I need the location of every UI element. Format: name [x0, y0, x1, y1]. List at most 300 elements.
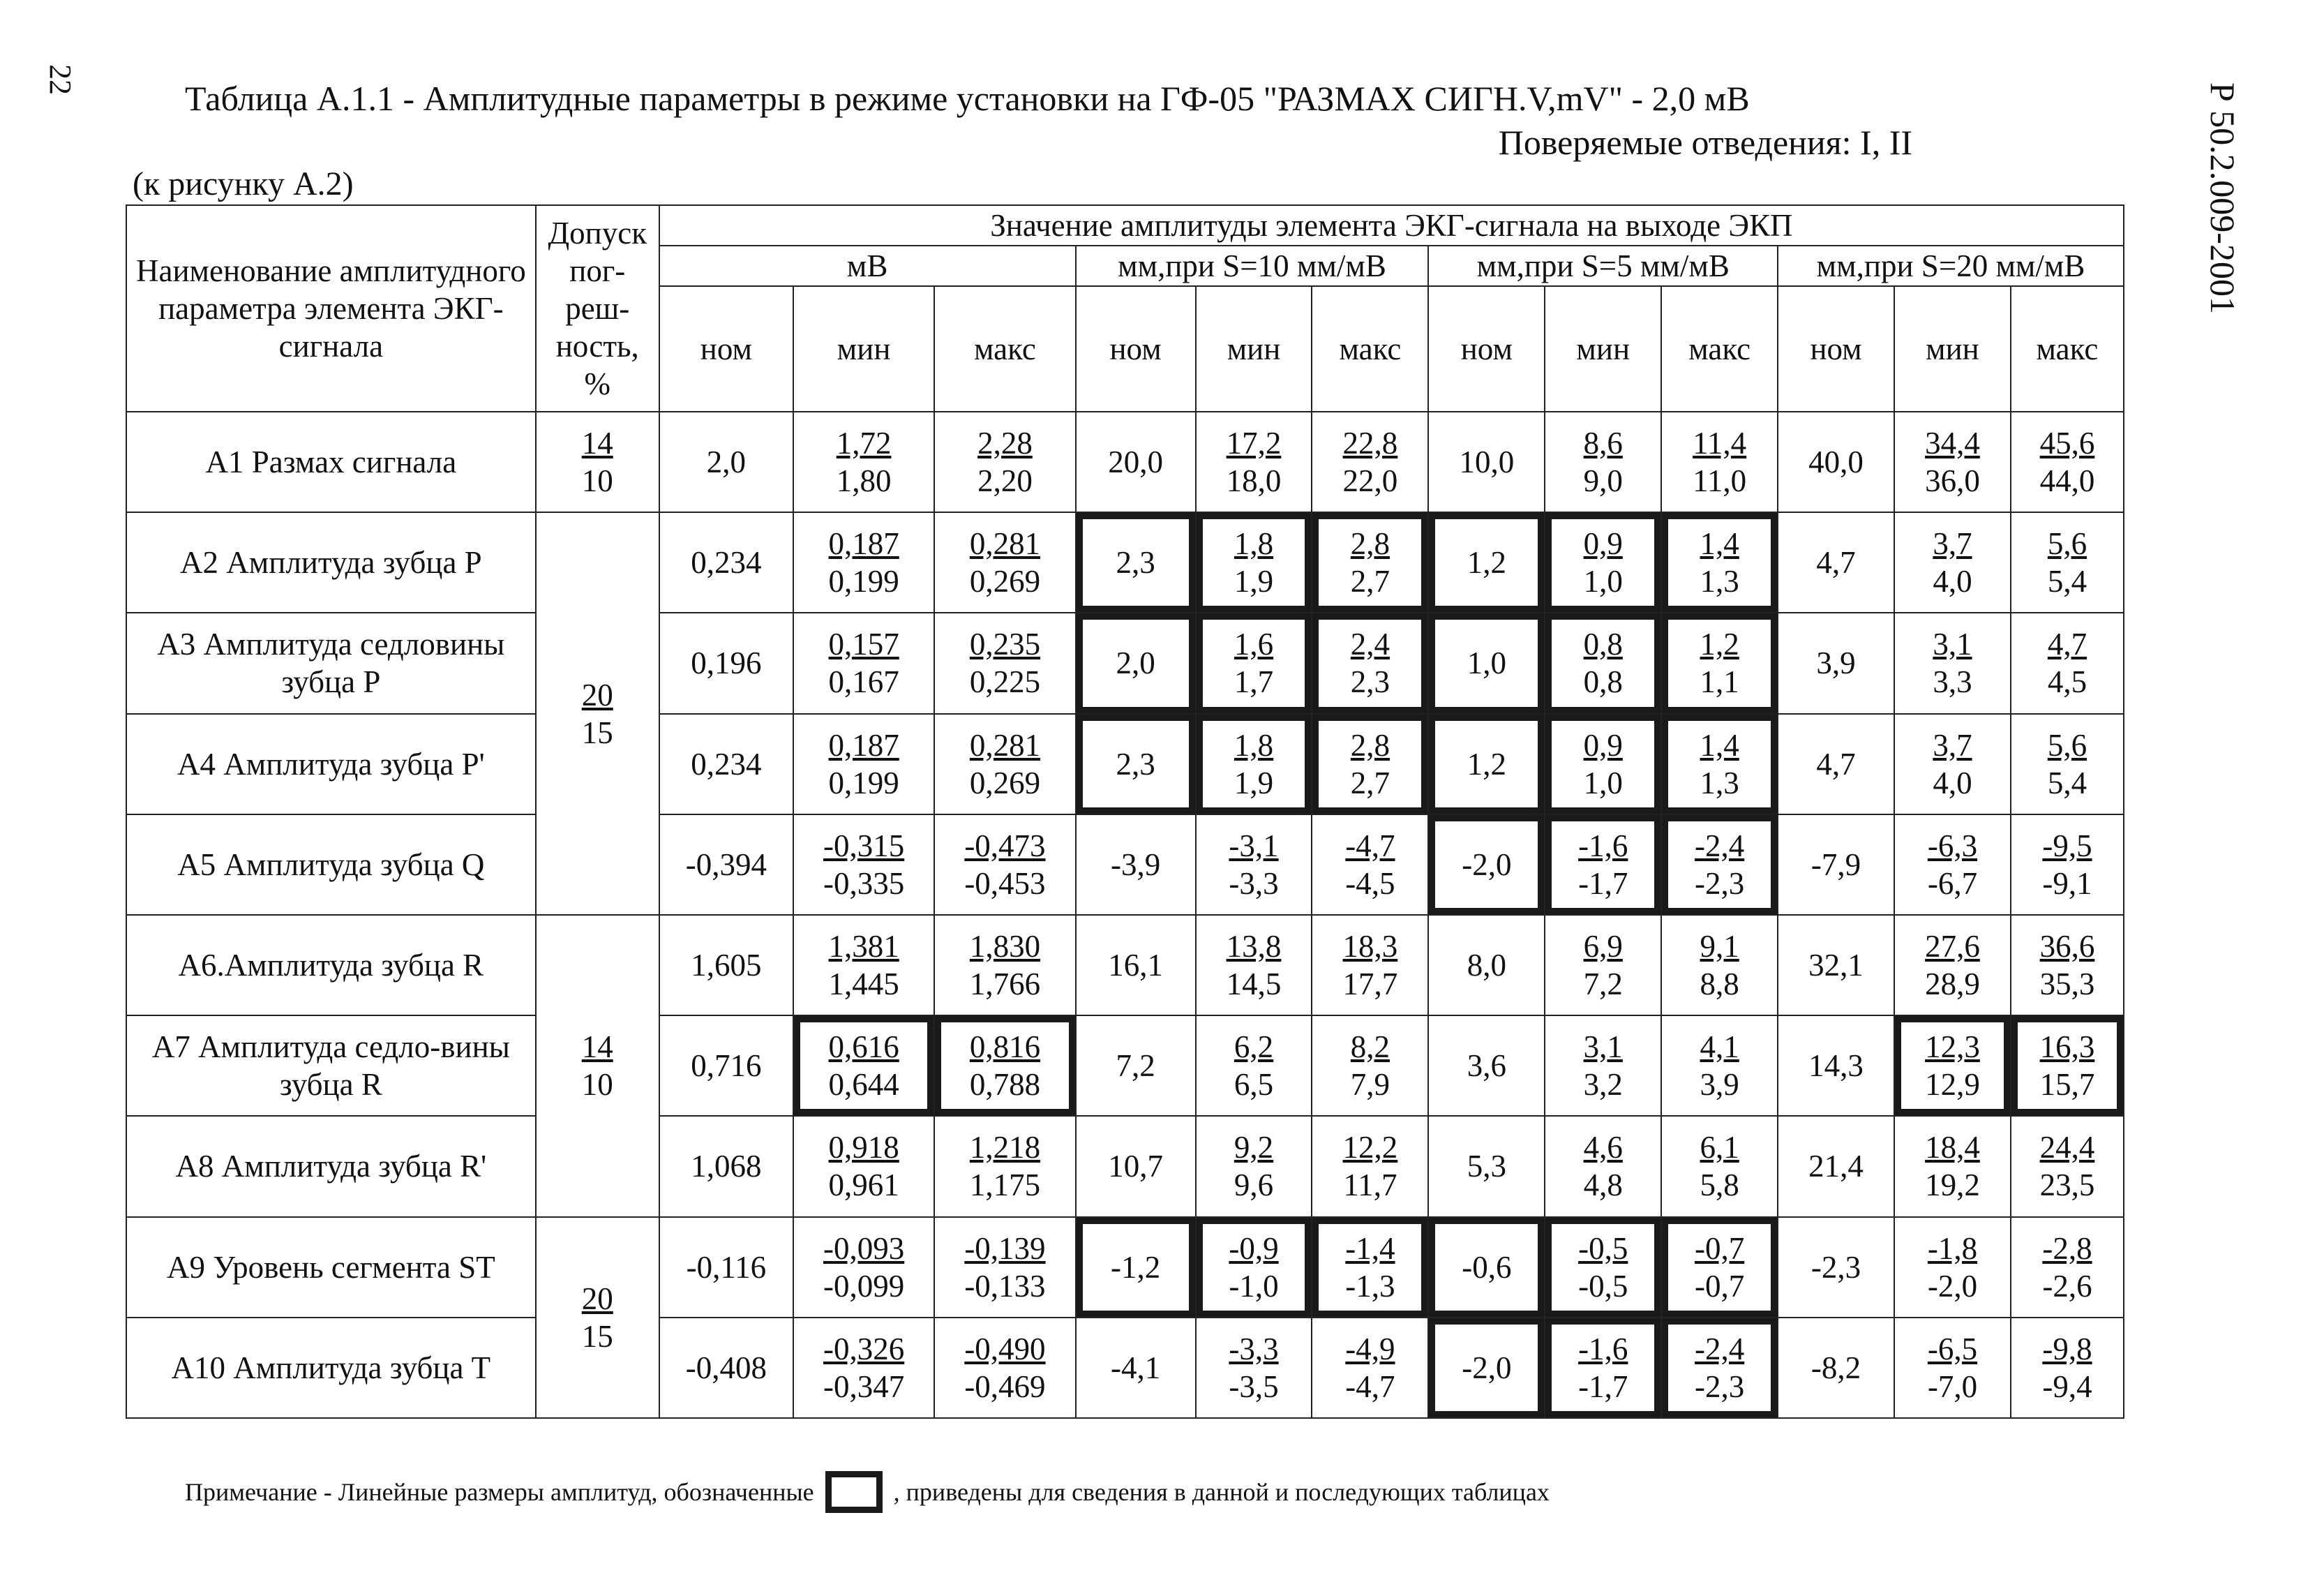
value-upper: 6,9: [1583, 929, 1623, 964]
param-name: А7 Амплитуда седло-вины зубца R: [126, 1015, 536, 1116]
value-upper: 0,8: [1583, 627, 1623, 662]
header-unit-s20: мм,при S=20 мм/мВ: [1778, 246, 2124, 286]
value-min: [1894, 1318, 2011, 1418]
value-upper: -0,473: [964, 828, 1046, 863]
value-upper: -0,9: [1229, 1230, 1279, 1266]
value-max: [1661, 1116, 1778, 1216]
value-lower: 7,2: [1583, 967, 1623, 1002]
tolerance-lower: 15: [581, 715, 613, 750]
value-nom: 0,716: [659, 1015, 793, 1116]
value-upper: 6,2: [1234, 1029, 1274, 1065]
value-lower: 2,20: [977, 463, 1033, 499]
value-max: [934, 1015, 1075, 1116]
value-upper: -9,8: [2042, 1331, 2092, 1366]
value-min: [1196, 412, 1312, 512]
value-upper: 13,8: [1226, 929, 1282, 964]
value-lower: 1,3: [1700, 765, 1739, 800]
value-lower: -0,099: [823, 1268, 905, 1304]
header-col-mv-min: мин: [793, 286, 934, 412]
value-upper: 18,3: [1342, 929, 1398, 964]
value-lower: -0,453: [964, 865, 1046, 901]
value-upper: 1,2: [1700, 627, 1739, 662]
value-lower: 8,8: [1700, 967, 1739, 1002]
value-upper: -0,139: [964, 1230, 1046, 1266]
bold-frame-legend-icon: [825, 1471, 883, 1513]
value-max: [934, 1116, 1075, 1216]
value-lower: 4,5: [2047, 664, 2087, 700]
param-name: А10 Амплитуда зубца Т: [126, 1318, 536, 1418]
value-min: [1196, 1116, 1312, 1216]
value-nom: 1,2: [1428, 512, 1545, 613]
table-subtitle: Поверяемые отведения: I, II: [1498, 123, 1912, 162]
header-col-s20-max: макс: [2011, 286, 2124, 412]
param-name: А2 Амплитуда зубца Р: [126, 512, 536, 613]
value-max: [1661, 613, 1778, 713]
value-lower: 0,788: [969, 1067, 1041, 1103]
value-upper: 24,4: [2039, 1130, 2095, 1165]
value-upper: -0,490: [964, 1331, 1046, 1366]
value-lower: 1,0: [1583, 765, 1623, 800]
header-param-name: Наименование амплитудного параметра элемента ЭКГ-сигнала: [126, 205, 536, 412]
value-min: [1545, 1015, 1661, 1116]
value-lower: 1,445: [828, 967, 899, 1002]
value-min: [793, 412, 934, 512]
header-col-s5-nom: ном: [1428, 286, 1545, 412]
header-col-s20-nom: ном: [1778, 286, 1894, 412]
value-lower: 7,9: [1350, 1067, 1390, 1103]
value-lower: 6,5: [1234, 1067, 1274, 1103]
value-max: [1661, 1217, 1778, 1318]
value-nom: 40,0: [1778, 412, 1894, 512]
value-upper: 2,8: [1350, 727, 1390, 763]
note-text-before: Примечание - Линейные размеры амплитуд, обозначенные: [185, 1478, 814, 1506]
table-row: [126, 1217, 2124, 1318]
header-col-s5-min: мин: [1545, 286, 1661, 412]
value-upper: 6,1: [1700, 1130, 1739, 1165]
value-upper: 0,918: [828, 1130, 899, 1165]
value-lower: 28,9: [1925, 967, 1980, 1002]
value-upper: -2,4: [1695, 828, 1745, 863]
value-max: [1661, 714, 1778, 814]
value-lower: 1,80: [836, 463, 892, 499]
param-name: А6.Амплитуда зубца R: [126, 915, 536, 1015]
tolerance-cell: [536, 915, 659, 1217]
value-lower: 1,0: [1583, 564, 1623, 599]
value-upper: -6,5: [1927, 1331, 1978, 1366]
value-min: [793, 1015, 934, 1116]
value-upper: 12,2: [1342, 1130, 1398, 1165]
value-lower: 1,175: [969, 1168, 1041, 1203]
value-lower: 1,9: [1234, 564, 1274, 599]
value-lower: 1,3: [1700, 564, 1739, 599]
value-upper: -4,9: [1345, 1331, 1395, 1366]
value-lower: -2,6: [2042, 1268, 2092, 1304]
param-name: А5 Амплитуда зубца Q: [126, 814, 536, 915]
value-max: [2011, 613, 2124, 713]
header-col-mv-nom: ном: [659, 286, 793, 412]
value-max: [2011, 814, 2124, 915]
value-lower: -3,5: [1229, 1368, 1279, 1404]
header-unit-s10: мм,при S=10 мм/мВ: [1076, 246, 1429, 286]
value-min: [793, 915, 934, 1015]
header-unit-s5: мм,при S=5 мм/мВ: [1428, 246, 1778, 286]
value-nom: -0,6: [1428, 1217, 1545, 1318]
header-col-s10-min: мин: [1196, 286, 1312, 412]
value-nom: 7,2: [1076, 1015, 1196, 1116]
value-upper: -2,8: [2042, 1230, 2092, 1266]
header-col-s5-max: макс: [1661, 286, 1778, 412]
tolerance-lower: 10: [581, 463, 613, 499]
value-min: [1196, 512, 1312, 613]
value-upper: -1,4: [1345, 1230, 1395, 1266]
tolerance-upper: 20: [581, 677, 613, 713]
value-min: [793, 613, 934, 713]
tolerance-upper: 14: [581, 426, 613, 461]
value-lower: 0,199: [828, 765, 899, 800]
value-nom: 20,0: [1076, 412, 1196, 512]
value-lower: 1,1: [1700, 664, 1739, 700]
value-upper: 1,4: [1700, 526, 1739, 562]
value-lower: -7,0: [1927, 1368, 1978, 1404]
value-min: [1545, 1116, 1661, 1216]
header-col-mv-max: макс: [934, 286, 1075, 412]
header-tolerance: Допуск пог-реш-ность, %: [536, 205, 659, 412]
value-max: [2011, 1217, 2124, 1318]
value-min: [1196, 915, 1312, 1015]
value-max: [1661, 915, 1778, 1015]
value-min: [1545, 412, 1661, 512]
page-number: 22: [43, 64, 77, 95]
value-nom: 5,3: [1428, 1116, 1545, 1216]
value-min: [1545, 714, 1661, 814]
value-lower: 18,0: [1226, 463, 1282, 499]
value-min: [1894, 714, 2011, 814]
value-max: [2011, 1015, 2124, 1116]
value-max: [934, 915, 1075, 1015]
value-lower: 19,2: [1925, 1168, 1980, 1203]
value-min: [1894, 1217, 2011, 1318]
value-nom: 0,234: [659, 714, 793, 814]
value-nom: -1,2: [1076, 1217, 1196, 1318]
value-lower: 1,766: [969, 967, 1041, 1002]
tolerance-cell: [536, 412, 659, 512]
value-upper: 0,187: [828, 727, 899, 763]
tolerance-upper: 14: [581, 1029, 613, 1065]
value-lower: 3,2: [1583, 1067, 1623, 1103]
value-nom: -0,394: [659, 814, 793, 915]
value-nom: 10,7: [1076, 1116, 1196, 1216]
value-lower: 1,9: [1234, 765, 1274, 800]
value-min: [1894, 1116, 2011, 1216]
value-upper: 3,7: [1933, 526, 1972, 562]
value-lower: 4,0: [1933, 564, 1972, 599]
value-upper: -3,3: [1229, 1331, 1279, 1366]
value-min: [1894, 412, 2011, 512]
value-nom: -3,9: [1076, 814, 1196, 915]
value-lower: 1,7: [1234, 664, 1274, 700]
value-upper: 27,6: [1925, 929, 1980, 964]
value-min: [1545, 512, 1661, 613]
value-upper: 8,2: [1350, 1029, 1390, 1065]
value-min: [1894, 915, 2011, 1015]
amplitude-table: [126, 204, 2124, 1419]
value-nom: -2,0: [1428, 814, 1545, 915]
value-lower: -2,3: [1695, 1368, 1745, 1404]
value-lower: 14,5: [1226, 967, 1282, 1002]
value-upper: 12,3: [1925, 1029, 1980, 1065]
header-col-s10-max: макс: [1312, 286, 1428, 412]
value-upper: 1,381: [828, 929, 899, 964]
value-upper: 0,9: [1583, 727, 1623, 763]
value-lower: -0,335: [823, 865, 905, 901]
value-min: [1196, 1015, 1312, 1116]
value-lower: 0,269: [969, 564, 1041, 599]
value-max: [2011, 915, 2124, 1015]
value-nom: 10,0: [1428, 412, 1545, 512]
value-max: [934, 613, 1075, 713]
value-nom: -2,3: [1778, 1217, 1894, 1318]
document-code: Р 50.2.009-2001: [2203, 82, 2242, 314]
value-nom: 2,3: [1076, 512, 1196, 613]
value-min: [1545, 613, 1661, 713]
value-min: [793, 1116, 934, 1216]
value-max: [2011, 1318, 2124, 1418]
value-upper: -0,7: [1695, 1230, 1745, 1266]
value-upper: 1,4: [1700, 727, 1739, 763]
value-max: [934, 512, 1075, 613]
value-lower: 44,0: [2039, 463, 2095, 499]
value-nom: 2,0: [1076, 613, 1196, 713]
value-max: [2011, 1116, 2124, 1216]
value-lower: 4,0: [1933, 765, 1972, 800]
value-nom: 0,196: [659, 613, 793, 713]
value-upper: 45,6: [2039, 426, 2095, 461]
value-upper: -0,5: [1578, 1230, 1628, 1266]
param-name: А1 Размах сигнала: [126, 412, 536, 512]
value-lower: 0,199: [828, 564, 899, 599]
table-row: [126, 1116, 2124, 1216]
value-upper: 18,4: [1925, 1130, 1980, 1165]
value-lower: 4,8: [1583, 1168, 1623, 1203]
value-max: [1312, 714, 1428, 814]
table-note: [185, 1471, 1550, 1513]
value-max: [1312, 1015, 1428, 1116]
value-lower: 0,225: [969, 664, 1041, 700]
value-upper: 0,9: [1583, 526, 1623, 562]
value-max: [934, 1217, 1075, 1318]
table-row: [126, 915, 2124, 1015]
value-upper: 4,7: [2047, 627, 2087, 662]
value-upper: 4,6: [1583, 1130, 1623, 1165]
value-min: [1894, 613, 2011, 713]
value-nom: 1,0: [1428, 613, 1545, 713]
value-upper: 0,816: [969, 1029, 1041, 1065]
value-upper: 0,281: [969, 526, 1041, 562]
value-upper: 2,28: [977, 426, 1033, 461]
note-text-after: , приведены для сведения в данной и последующих таблицах: [893, 1478, 1550, 1506]
value-max: [1312, 1116, 1428, 1216]
table-row: [126, 412, 2124, 512]
value-max: [1312, 915, 1428, 1015]
value-upper: 4,1: [1700, 1029, 1739, 1065]
value-nom: 1,605: [659, 915, 793, 1015]
table-title: Таблица А.1.1 - Амплитудные параметры в режиме установки на ГФ-05 "РАЗМАХ СИГН.V,mV" - 2,0 мВ: [185, 79, 1750, 118]
value-lower: -9,1: [2042, 865, 2092, 901]
value-nom: 21,4: [1778, 1116, 1894, 1216]
value-upper: 8,6: [1583, 426, 1623, 461]
value-lower: 36,0: [1925, 463, 1980, 499]
value-max: [1312, 1217, 1428, 1318]
value-lower: 22,0: [1342, 463, 1398, 499]
value-nom: 1,2: [1428, 714, 1545, 814]
value-upper: 3,7: [1933, 727, 1972, 763]
value-lower: -4,5: [1345, 865, 1395, 901]
value-min: [1894, 814, 2011, 915]
value-min: [1196, 1217, 1312, 1318]
value-max: [934, 714, 1075, 814]
value-upper: 1,218: [969, 1130, 1041, 1165]
header-col-s20-min: мин: [1894, 286, 2011, 412]
value-nom: 2,3: [1076, 714, 1196, 814]
value-min: [1196, 714, 1312, 814]
tolerance-cell: [536, 512, 659, 915]
value-lower: 0,961: [828, 1168, 899, 1203]
value-max: [1312, 512, 1428, 613]
value-max: [1312, 814, 1428, 915]
value-nom: -4,1: [1076, 1318, 1196, 1418]
tolerance-lower: 15: [581, 1318, 613, 1354]
value-upper: 1,72: [836, 426, 892, 461]
value-upper: -9,5: [2042, 828, 2092, 863]
value-upper: -6,3: [1927, 828, 1978, 863]
value-lower: 2,7: [1350, 765, 1390, 800]
value-lower: -1,7: [1578, 865, 1628, 901]
value-upper: 3,1: [1583, 1029, 1623, 1065]
value-lower: -4,7: [1345, 1368, 1395, 1404]
value-lower: 2,3: [1350, 664, 1390, 700]
value-min: [1196, 613, 1312, 713]
value-max: [1661, 1015, 1778, 1116]
value-upper: 1,8: [1234, 526, 1274, 562]
value-lower: 3,9: [1700, 1067, 1739, 1103]
value-upper: 36,6: [2039, 929, 2095, 964]
value-nom: 1,068: [659, 1116, 793, 1216]
value-lower: -9,4: [2042, 1368, 2092, 1404]
value-max: [934, 1318, 1075, 1418]
value-upper: -4,7: [1345, 828, 1395, 863]
value-upper: 1,6: [1234, 627, 1274, 662]
value-upper: 9,2: [1234, 1130, 1274, 1165]
value-upper: -0,315: [823, 828, 905, 863]
value-max: [1312, 412, 1428, 512]
value-nom: -0,116: [659, 1217, 793, 1318]
param-name: А9 Уровень сегмента ST: [126, 1217, 536, 1318]
value-max: [1661, 512, 1778, 613]
value-lower: 11,7: [1343, 1168, 1397, 1203]
value-lower: 3,3: [1933, 664, 1972, 700]
value-lower: 9,6: [1234, 1168, 1274, 1203]
value-min: [1894, 1015, 2011, 1116]
header-value-group: Значение амплитуды элемента ЭКГ-сигнала на выходе ЭКП: [659, 205, 2124, 246]
value-upper: 5,6: [2047, 526, 2087, 562]
value-lower: -0,469: [964, 1368, 1046, 1404]
value-nom: -0,408: [659, 1318, 793, 1418]
value-max: [1661, 412, 1778, 512]
value-lower: -0,7: [1695, 1268, 1745, 1304]
value-lower: 23,5: [2039, 1168, 2095, 1203]
value-min: [793, 1217, 934, 1318]
figure-reference: (к рисунку А.2): [133, 165, 354, 202]
value-max: [1312, 613, 1428, 713]
value-lower: 12,9: [1925, 1067, 1980, 1103]
value-min: [1196, 1318, 1312, 1418]
value-upper: 9,1: [1700, 929, 1739, 964]
value-lower: 11,0: [1693, 463, 1747, 499]
value-nom: 3,6: [1428, 1015, 1545, 1116]
value-upper: 0,157: [828, 627, 899, 662]
value-upper: -0,093: [823, 1230, 905, 1266]
value-lower: -1,7: [1578, 1368, 1628, 1404]
value-upper: -1,8: [1927, 1230, 1978, 1266]
value-lower: -6,7: [1927, 865, 1978, 901]
value-upper: 0,235: [969, 627, 1041, 662]
table-row: [126, 613, 2124, 713]
value-upper: 1,830: [969, 929, 1041, 964]
value-min: [793, 512, 934, 613]
param-name: А4 Амплитуда зубца Р': [126, 714, 536, 814]
value-lower: 0,167: [828, 664, 899, 700]
value-min: [1545, 814, 1661, 915]
value-nom: 4,7: [1778, 512, 1894, 613]
value-lower: 5,4: [2047, 765, 2087, 800]
value-upper: 1,8: [1234, 727, 1274, 763]
value-upper: 17,2: [1226, 426, 1282, 461]
value-lower: -2,3: [1695, 865, 1745, 901]
value-upper: -2,4: [1695, 1331, 1745, 1366]
value-min: [1196, 814, 1312, 915]
value-lower: 17,7: [1342, 967, 1398, 1002]
value-min: [1545, 1217, 1661, 1318]
tolerance-lower: 10: [581, 1067, 613, 1103]
value-nom: 0,234: [659, 512, 793, 613]
value-lower: 0,644: [828, 1067, 899, 1103]
table-row: [126, 714, 2124, 814]
value-lower: 15,7: [2039, 1067, 2095, 1103]
value-upper: 0,616: [828, 1029, 899, 1065]
table-row: [126, 512, 2124, 613]
value-upper: 2,8: [1350, 526, 1390, 562]
value-max: [2011, 714, 2124, 814]
value-nom: 14,3: [1778, 1015, 1894, 1116]
value-min: [793, 1318, 934, 1418]
value-upper: 0,187: [828, 526, 899, 562]
value-max: [2011, 412, 2124, 512]
value-lower: -2,0: [1927, 1268, 1978, 1304]
value-max: [1312, 1318, 1428, 1418]
value-nom: -2,0: [1428, 1318, 1545, 1418]
value-upper: -1,6: [1578, 1331, 1628, 1366]
value-upper: -1,6: [1578, 828, 1628, 863]
value-max: [1661, 814, 1778, 915]
table-row: [126, 1015, 2124, 1116]
header-unit-mv: мВ: [659, 246, 1076, 286]
value-nom: 4,7: [1778, 714, 1894, 814]
value-nom: 2,0: [659, 412, 793, 512]
value-lower: -0,133: [964, 1268, 1046, 1304]
value-lower: -3,3: [1229, 865, 1279, 901]
value-lower: 0,8: [1583, 664, 1623, 700]
value-upper: 5,6: [2047, 727, 2087, 763]
